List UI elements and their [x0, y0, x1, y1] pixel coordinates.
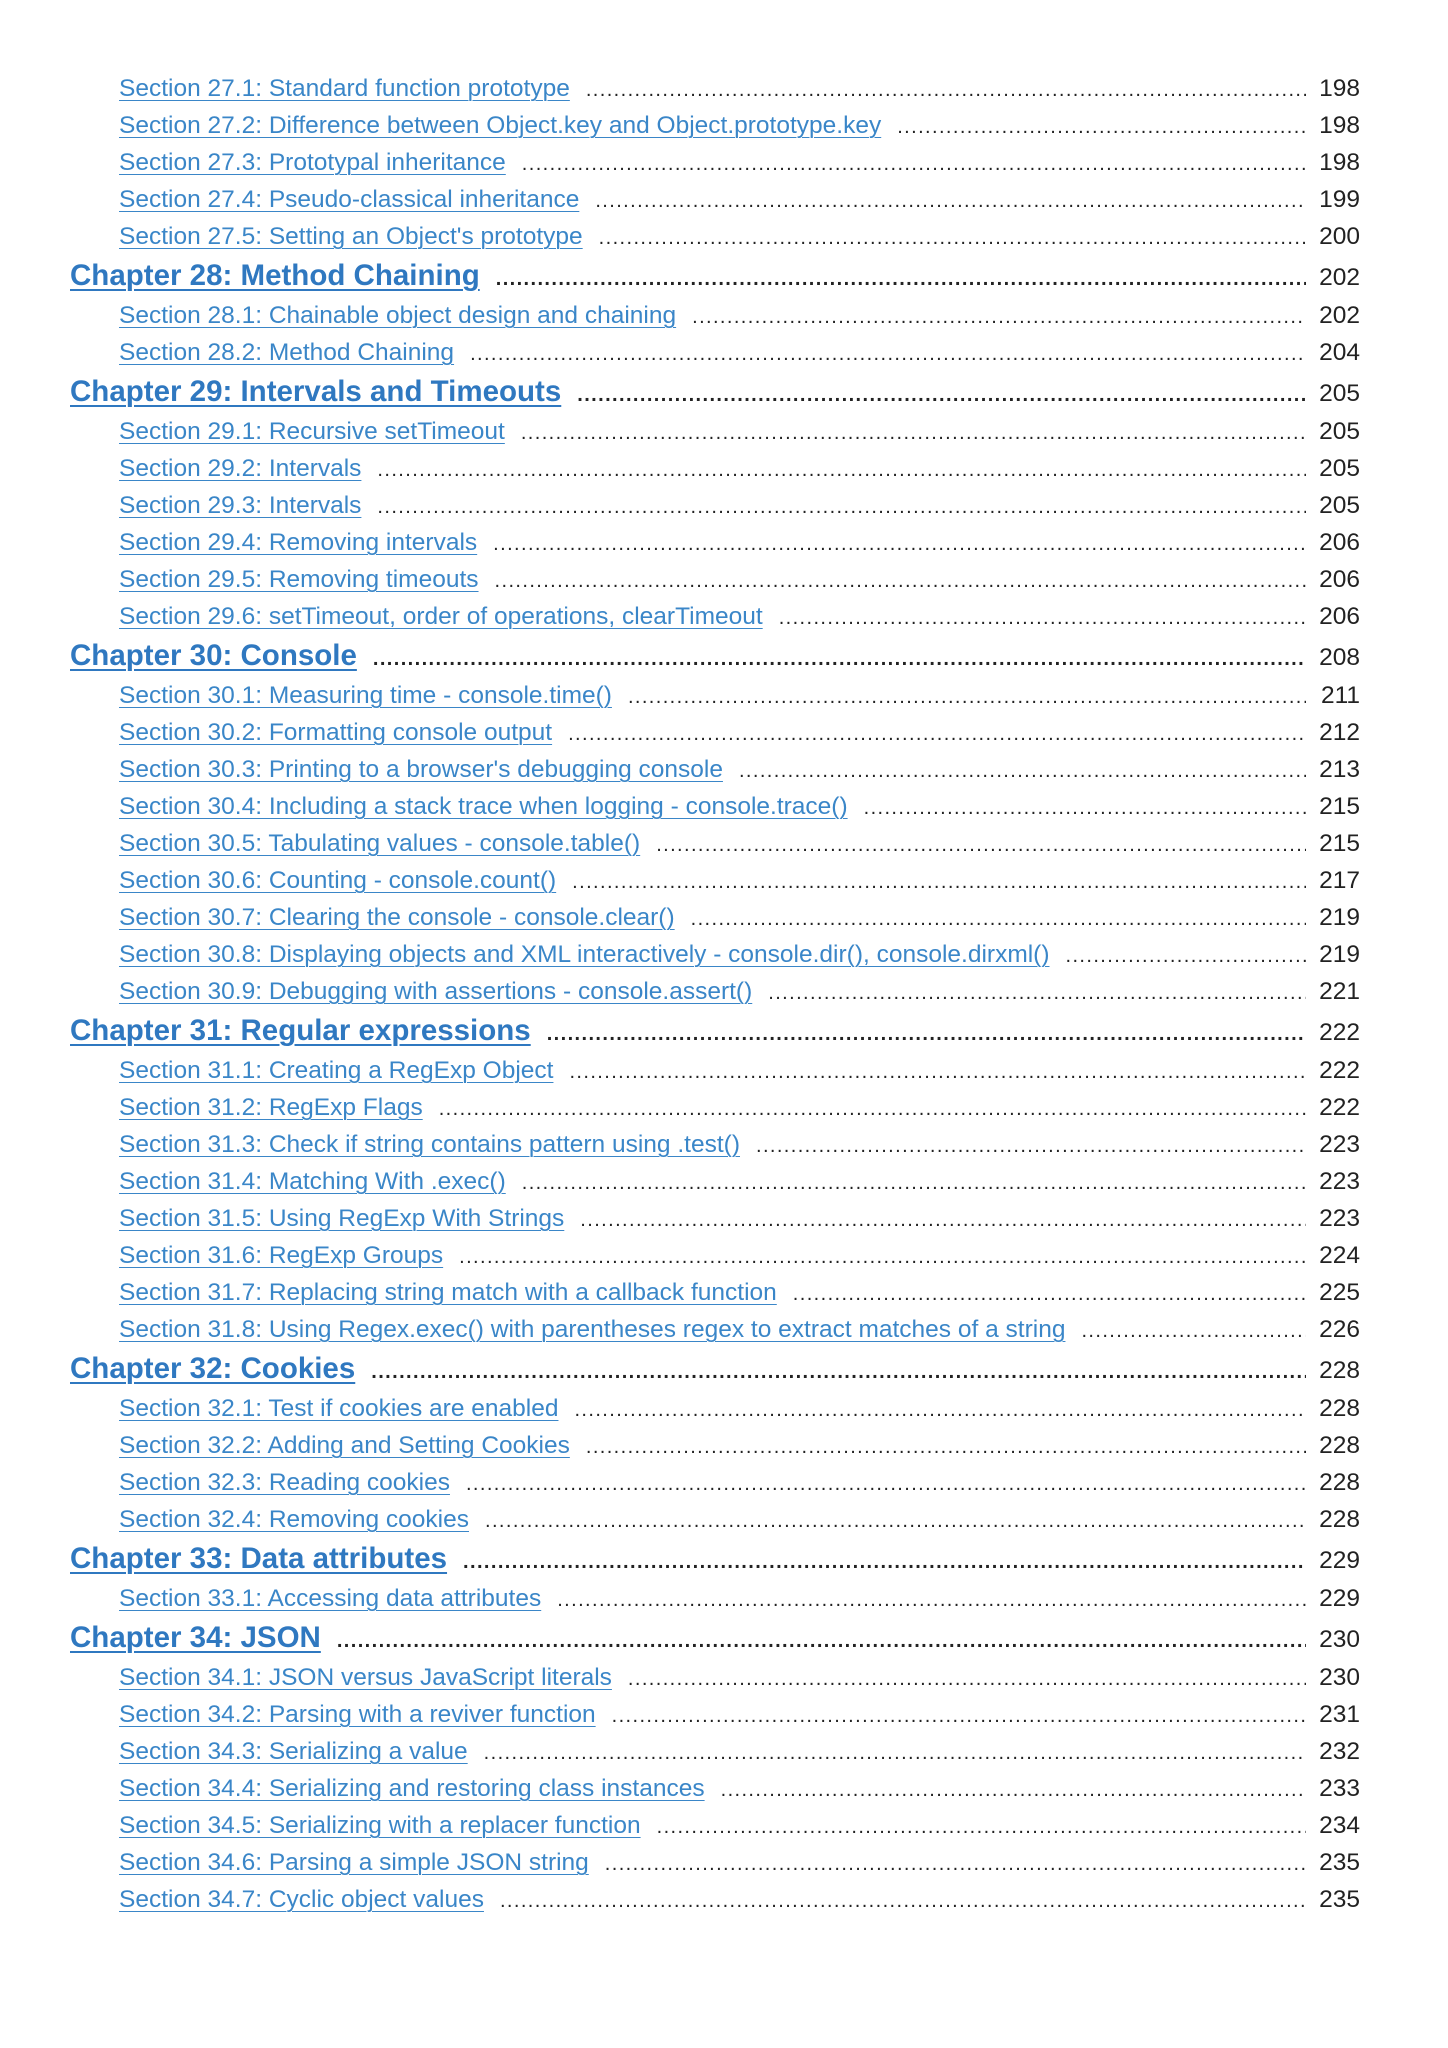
toc-section-row	[70, 1274, 1360, 1311]
chapter-link[interactable]: Chapter 34: JSON	[70, 1621, 321, 1654]
section-link[interactable]: Section 31.5: Using RegExp With Strings	[119, 1205, 565, 1232]
dot-leader	[459, 1239, 1306, 1276]
dot-leader	[574, 1392, 1306, 1429]
page-number: 205	[1319, 455, 1360, 482]
section-link[interactable]: Section 29.2: Intervals	[119, 455, 362, 482]
page-number: 205	[1319, 492, 1360, 519]
dot-leader	[656, 827, 1306, 864]
section-link[interactable]: Section 27.1: Standard function prototype	[119, 75, 570, 102]
page-number: 228	[1319, 1469, 1360, 1496]
page-number: 228	[1319, 1432, 1360, 1459]
page-number: 202	[1319, 302, 1360, 329]
section-link[interactable]: Section 30.3: Printing to a browser's debugging console	[119, 756, 723, 783]
dot-leader	[377, 489, 1306, 526]
section-link[interactable]: Section 34.2: Parsing with a reviver function	[119, 1701, 596, 1728]
dot-leader	[599, 220, 1306, 257]
toc-section-row	[70, 714, 1360, 751]
section-link[interactable]: Section 31.6: RegExp Groups	[119, 1242, 444, 1269]
dot-leader	[470, 336, 1306, 373]
section-link[interactable]: Section 30.7: Clearing the console - console.clear()	[119, 904, 675, 931]
dot-leader	[572, 864, 1306, 901]
section-link[interactable]: Section 32.3: Reading cookies	[119, 1469, 450, 1496]
page-number: 223	[1319, 1205, 1360, 1232]
page-number: 205	[1319, 418, 1360, 445]
page-number: 222	[1319, 1019, 1360, 1046]
dot-leader	[484, 1735, 1306, 1772]
page-number: 223	[1319, 1131, 1360, 1158]
toc-section-row	[70, 1311, 1360, 1348]
page-number: 215	[1319, 793, 1360, 820]
dot-leader	[439, 1091, 1306, 1128]
page-number: 226	[1319, 1316, 1360, 1343]
dot-leader	[569, 1054, 1306, 1091]
dot-leader	[1081, 1313, 1306, 1350]
toc-chapter-row	[70, 1010, 1360, 1052]
page-number: 234	[1319, 1812, 1360, 1839]
chapter-link[interactable]: Chapter 29: Intervals and Timeouts	[70, 375, 562, 408]
section-link[interactable]: Section 34.1: JSON versus JavaScript literals	[119, 1664, 612, 1691]
section-link[interactable]: Section 29.5: Removing timeouts	[119, 566, 479, 593]
toc-chapter-row	[70, 635, 1360, 677]
page-number: 221	[1319, 978, 1360, 1005]
section-link[interactable]: Section 29.6: setTimeout, order of operations, clearTimeout	[119, 603, 763, 630]
page-number: 230	[1319, 1664, 1360, 1691]
dot-leader	[547, 1013, 1306, 1055]
dot-leader	[768, 975, 1306, 1012]
dot-leader	[371, 1351, 1306, 1393]
section-link[interactable]: Section 29.1: Recursive setTimeout	[119, 418, 505, 445]
section-link[interactable]: Section 31.1: Creating a RegExp Object	[119, 1057, 554, 1084]
dot-leader	[495, 563, 1306, 600]
dot-leader	[586, 72, 1306, 109]
section-link[interactable]: Section 32.1: Test if cookies are enabled	[119, 1395, 559, 1422]
dot-leader	[568, 716, 1306, 753]
dot-leader	[521, 415, 1306, 452]
page-number: 224	[1319, 1242, 1360, 1269]
toc-section-row	[70, 1163, 1360, 1200]
toc-section-row	[70, 1501, 1360, 1538]
page-number: 198	[1319, 112, 1360, 139]
page-number: 228	[1319, 1395, 1360, 1422]
toc-section-row	[70, 1464, 1360, 1501]
page-number: 223	[1319, 1168, 1360, 1195]
page-number: 228	[1319, 1357, 1360, 1384]
toc-section-row	[70, 487, 1360, 524]
chapter-link[interactable]: Chapter 30: Console	[70, 639, 357, 672]
page-number: 215	[1319, 830, 1360, 857]
toc-chapter-row	[70, 1538, 1360, 1580]
toc-section-row	[70, 1696, 1360, 1733]
dot-leader	[373, 638, 1306, 680]
page-number: 202	[1319, 264, 1360, 291]
toc-section-row	[70, 1807, 1360, 1844]
dot-leader	[377, 452, 1306, 489]
toc-section-row	[70, 1659, 1360, 1696]
page-number: 229	[1319, 1547, 1360, 1574]
page-number: 225	[1319, 1279, 1360, 1306]
dot-leader	[522, 146, 1306, 183]
page-number: 205	[1319, 380, 1360, 407]
toc-chapter-row	[70, 1348, 1360, 1390]
dot-leader	[628, 679, 1306, 716]
page-number: 229	[1319, 1585, 1360, 1612]
dot-leader	[463, 1541, 1306, 1583]
toc-chapter-row	[70, 255, 1360, 297]
section-link[interactable]: Section 28.1: Chainable object design and chaining	[119, 302, 677, 329]
toc-section-row	[70, 1770, 1360, 1807]
toc-section-row	[70, 144, 1360, 181]
page-number: 222	[1319, 1057, 1360, 1084]
toc-section-row	[70, 1089, 1360, 1126]
toc-section-row	[70, 1844, 1360, 1881]
dot-leader	[496, 258, 1306, 300]
page-number: 206	[1319, 566, 1360, 593]
page-number: 219	[1319, 941, 1360, 968]
toc-section-row	[70, 413, 1360, 450]
chapter-link[interactable]: Chapter 32: Cookies	[70, 1352, 356, 1385]
dot-leader	[897, 109, 1306, 146]
dot-leader	[466, 1466, 1306, 1503]
dot-leader	[691, 901, 1306, 938]
dot-leader	[864, 790, 1306, 827]
page-number: 208	[1319, 644, 1360, 671]
toc-section-row	[70, 936, 1360, 973]
section-link[interactable]: Section 30.1: Measuring time - console.time()	[119, 682, 612, 709]
dot-leader	[605, 1846, 1306, 1883]
toc-section-row	[70, 677, 1360, 714]
table-of-contents	[70, 70, 1360, 1918]
section-link[interactable]: Section 34.6: Parsing a simple JSON string	[119, 1849, 589, 1876]
section-link[interactable]: Section 31.8: Using Regex.exec() with parentheses regex to extract matches of a string	[119, 1316, 1066, 1343]
toc-section-row	[70, 561, 1360, 598]
page-number: 231	[1319, 1701, 1360, 1728]
toc-section-row	[70, 334, 1360, 371]
toc-section-row	[70, 181, 1360, 218]
section-link[interactable]: Section 30.4: Including a stack trace when logging - console.trace()	[119, 793, 848, 820]
page-number: 206	[1319, 529, 1360, 556]
toc-section-row	[70, 598, 1360, 635]
dot-leader	[580, 1202, 1306, 1239]
toc-chapter-row	[70, 371, 1360, 413]
toc-section-row	[70, 70, 1360, 107]
section-link[interactable]: Section 30.5: Tabulating values - console.table()	[119, 830, 641, 857]
page-number: 213	[1319, 756, 1360, 783]
section-link[interactable]: Section 31.2: RegExp Flags	[119, 1094, 423, 1121]
page-number: 212	[1319, 719, 1360, 746]
page-number: 198	[1319, 75, 1360, 102]
dot-leader	[657, 1809, 1306, 1846]
dot-leader	[577, 374, 1306, 416]
section-link[interactable]: Section 27.4: Pseudo-classical inheritance	[119, 186, 580, 213]
dot-leader	[692, 299, 1306, 336]
dot-leader	[1066, 938, 1307, 975]
toc-section-row	[70, 751, 1360, 788]
toc-section-row	[70, 1390, 1360, 1427]
section-link[interactable]: Section 27.2: Difference between Object.key and Object.prototype.key	[119, 112, 882, 139]
section-link[interactable]: Section 30.9: Debugging with assertions - console.assert()	[119, 978, 753, 1005]
toc-section-row	[70, 107, 1360, 144]
section-link[interactable]: Section 30.8: Displaying objects and XML interactively - console.dir(), console.dirxml()	[119, 941, 1050, 968]
section-link[interactable]: Section 34.7: Cyclic object values	[119, 1886, 484, 1913]
dot-leader	[337, 1620, 1306, 1662]
section-link[interactable]: Section 34.3: Serializing a value	[119, 1738, 468, 1765]
page-number: 235	[1319, 1886, 1360, 1913]
page-number: 206	[1319, 603, 1360, 630]
section-link[interactable]: Section 34.5: Serializing with a replacer function	[119, 1812, 641, 1839]
section-link[interactable]: Section 31.4: Matching With .exec()	[119, 1168, 506, 1195]
toc-section-row	[70, 1237, 1360, 1274]
toc-section-row	[70, 862, 1360, 899]
page-number: 211	[1320, 682, 1360, 709]
page-number: 219	[1319, 904, 1360, 931]
section-link[interactable]: Section 28.2: Method Chaining	[119, 339, 455, 366]
page-number: 230	[1319, 1626, 1360, 1653]
page-number: 235	[1319, 1849, 1360, 1876]
page-number: 200	[1319, 223, 1360, 250]
dot-leader	[485, 1503, 1306, 1540]
toc-section-row	[70, 1200, 1360, 1237]
chapter-link[interactable]: Chapter 31: Regular expressions	[70, 1014, 531, 1047]
section-link[interactable]: Section 27.3: Prototypal inheritance	[119, 149, 506, 176]
toc-section-row	[70, 1052, 1360, 1089]
section-link[interactable]: Section 30.6: Counting - console.count()	[119, 867, 557, 894]
section-link[interactable]: Section 29.4: Removing intervals	[119, 529, 478, 556]
section-link[interactable]: Section 30.2: Formatting console output	[119, 719, 553, 746]
chapter-link[interactable]: Chapter 28: Method Chaining	[70, 259, 480, 292]
toc-section-row	[70, 1733, 1360, 1770]
dot-leader	[557, 1582, 1306, 1619]
dot-leader	[793, 1276, 1306, 1313]
toc-section-row	[70, 825, 1360, 862]
toc-chapter-row	[70, 1617, 1360, 1659]
section-link[interactable]: Section 29.3: Intervals	[119, 492, 362, 519]
section-link[interactable]: Section 27.5: Setting an Object's prototype	[119, 223, 583, 250]
page-number: 204	[1319, 339, 1360, 366]
section-link[interactable]: Section 31.3: Check if string contains pattern using .test()	[119, 1131, 740, 1158]
dot-leader	[628, 1661, 1306, 1698]
dot-leader	[779, 600, 1306, 637]
page-number: 232	[1319, 1738, 1360, 1765]
dot-leader	[756, 1128, 1306, 1165]
dot-leader	[612, 1698, 1306, 1735]
section-link[interactable]: Section 34.4: Serializing and restoring class instances	[119, 1775, 705, 1802]
chapter-link[interactable]: Chapter 33: Data attributes	[70, 1542, 448, 1575]
toc-section-row	[70, 973, 1360, 1010]
toc-section-row	[70, 1881, 1360, 1918]
page-number: 222	[1319, 1094, 1360, 1121]
dot-leader	[721, 1772, 1306, 1809]
toc-section-row	[70, 1427, 1360, 1464]
section-link[interactable]: Section 32.2: Adding and Setting Cookies	[119, 1432, 570, 1459]
dot-leader	[500, 1883, 1306, 1920]
page-number: 198	[1319, 149, 1360, 176]
dot-leader	[595, 183, 1306, 220]
section-link[interactable]: Section 33.1: Accessing data attributes	[119, 1585, 542, 1612]
toc-section-row	[70, 450, 1360, 487]
toc-section-row	[70, 1126, 1360, 1163]
toc-section-row	[70, 1580, 1360, 1617]
dot-leader	[493, 526, 1306, 563]
dot-leader	[522, 1165, 1306, 1202]
dot-leader	[586, 1429, 1306, 1466]
page-number: 217	[1319, 867, 1360, 894]
dot-leader	[739, 753, 1306, 790]
toc-section-row	[70, 218, 1360, 255]
section-link[interactable]: Section 32.4: Removing cookies	[119, 1506, 469, 1533]
page-number: 199	[1319, 186, 1360, 213]
page-number: 228	[1319, 1506, 1360, 1533]
section-link[interactable]: Section 31.7: Replacing string match with a callback function	[119, 1279, 777, 1306]
toc-section-row	[70, 297, 1360, 334]
toc-section-row	[70, 524, 1360, 561]
toc-section-row	[70, 788, 1360, 825]
toc-section-row	[70, 899, 1360, 936]
page-number: 233	[1319, 1775, 1360, 1802]
